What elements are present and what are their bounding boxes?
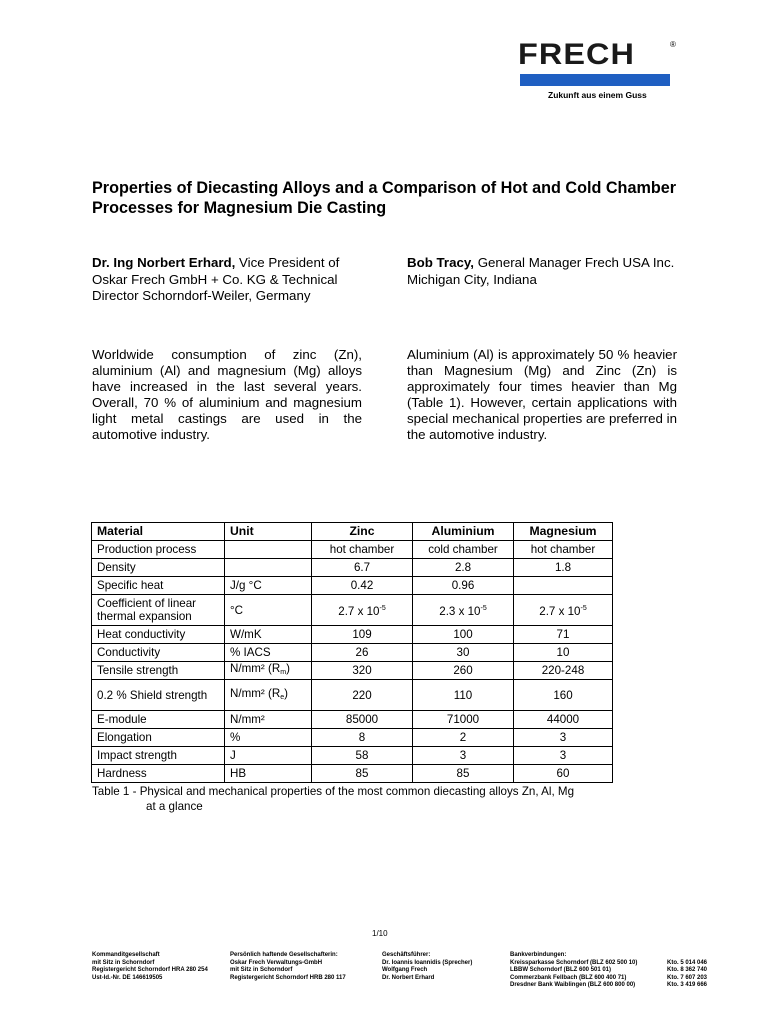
footer-line: Registergericht Schorndorf HRB 280 117 <box>230 974 346 981</box>
row-unit: % <box>225 729 312 747</box>
aluminium-value: 0.96 <box>413 577 514 595</box>
footer-line: Kto. 3 419 666 <box>667 982 708 988</box>
footer-accounts <box>667 952 707 990</box>
footer-line: Dresdner Bank Waiblingen (BLZ 600 800 00) <box>510 982 636 988</box>
aluminium-value: 100 <box>413 626 514 644</box>
unit-subscript: m <box>280 669 287 676</box>
row-label: 0.2 % Shield strength <box>92 680 225 711</box>
row-label: Coefficient of linear thermal expansion <box>92 595 225 626</box>
aluminium-value: 71000 <box>413 711 514 729</box>
footer-line: Kto. 5 014 046 <box>667 959 708 966</box>
header-aluminium: Aluminium <box>413 523 514 541</box>
row-label: Production process <box>92 541 225 559</box>
magnesium-value <box>514 595 613 626</box>
properties-table <box>91 522 613 783</box>
footer-line: Ust-Id.-Nr. DE 146619505 <box>92 974 163 981</box>
value-exponent: -5 <box>580 605 587 612</box>
aluminium-value: 85 <box>413 765 514 783</box>
magnesium-value: 10 <box>514 644 613 662</box>
value-exponent: -5 <box>379 605 386 612</box>
row-label: Hardness <box>92 765 225 783</box>
table-row <box>92 729 613 747</box>
footer-line: LBBW Schorndorf (BLZ 600 501 01) <box>510 967 612 973</box>
header-unit: Unit <box>225 523 312 541</box>
zinc-value: 85000 <box>312 711 413 729</box>
logo-blue-bar <box>520 74 670 86</box>
zinc-value: 85 <box>312 765 413 783</box>
unit-close: ) <box>286 662 290 675</box>
magnesium-value: 3 <box>514 729 613 747</box>
row-unit: HB <box>225 765 312 783</box>
table-row <box>92 680 613 711</box>
author-affiliation: Vice President of Oskar Frech GmbH + Co. KG & Technical Director Schorndorf-Weiler, Germany <box>92 255 340 303</box>
row-unit: % IACS <box>225 644 312 662</box>
row-unit: W/mK <box>225 626 312 644</box>
frech-logo <box>518 40 678 102</box>
zinc-value: 320 <box>312 662 413 680</box>
table-row <box>92 559 613 577</box>
row-label: Heat conductivity <box>92 626 225 644</box>
row-label: Specific heat <box>92 577 225 595</box>
aluminium-value: 2.8 <box>413 559 514 577</box>
row-label: Tensile strength <box>92 662 225 680</box>
row-unit: J/g °C <box>225 577 312 595</box>
intro-paragraph-left: Worldwide consumption of zinc (Zn), aluminium (Al) and magnesium (Mg) alloys have increased in the last several years. Overall, 70 % of aluminium and magnesium light metal castings are used in the automotive industry. <box>92 347 362 442</box>
magnesium-value: 60 <box>514 765 613 783</box>
table-row <box>92 595 613 626</box>
table-row <box>92 747 613 765</box>
page-number: 1/10 <box>372 929 388 938</box>
footer-line: Persönlich haftende Gesellschafterin: <box>230 952 338 958</box>
aluminium-value: 110 <box>413 680 514 711</box>
footer-line <box>667 952 707 960</box>
author-tracy <box>407 255 707 288</box>
row-unit <box>225 541 312 559</box>
unit-close: ) <box>284 686 289 700</box>
zinc-value: 6.7 <box>312 559 413 577</box>
document-title: Properties of Diecasting Alloys and a Comparison of Hot and Cold Chamber Processes for Magnesium Die Casting <box>92 179 677 217</box>
row-unit: N/mm² <box>225 711 312 729</box>
author-name: Bob Tracy, <box>407 255 474 270</box>
footer-line: Kreissparkasse Schorndorf (BLZ 602 500 10) <box>510 959 638 966</box>
registered-mark: ® <box>670 40 676 49</box>
table-row <box>92 765 613 783</box>
zinc-value <box>312 595 413 626</box>
footer-line: Registergericht Schorndorf HRA 280 254 <box>92 967 208 973</box>
caption-line-1: Table 1 - Physical and mechanical properties of the most common diecasting alloys Zn, Al, Mg <box>92 785 575 798</box>
row-unit: °C <box>225 595 312 626</box>
footer-partner-info <box>230 952 346 982</box>
aluminium-value: 3 <box>413 747 514 765</box>
row-label: Conductivity <box>92 644 225 662</box>
row-unit <box>225 559 312 577</box>
magnesium-value: 220-248 <box>514 662 613 680</box>
table-header-row <box>92 523 613 541</box>
table-row <box>92 711 613 729</box>
value-mantissa: 2.7 x 10 <box>338 605 380 618</box>
footer-line: Kto. 8 362 740 <box>667 967 708 973</box>
magnesium-value: hot chamber <box>514 541 613 559</box>
row-label: Impact strength <box>92 747 225 765</box>
aluminium-value: cold chamber <box>413 541 514 559</box>
zinc-value: 220 <box>312 680 413 711</box>
value-mantissa: 2.7 x 10 <box>539 605 581 618</box>
unit-text: N/mm² (R <box>230 686 281 700</box>
zinc-value: 58 <box>312 747 413 765</box>
zinc-value: 8 <box>312 729 413 747</box>
magnesium-value: 160 <box>514 680 613 711</box>
zinc-value: 0.42 <box>312 577 413 595</box>
footer-line: mit Sitz in Schorndorf <box>92 959 155 966</box>
magnesium-value: 44000 <box>514 711 613 729</box>
header-zinc: Zinc <box>312 523 413 541</box>
row-unit <box>225 662 312 680</box>
aluminium-value: 2 <box>413 729 514 747</box>
magnesium-value: 71 <box>514 626 613 644</box>
footer-line: Kommanditgesellschaft <box>92 952 160 958</box>
caption-line-2: at a glance <box>146 800 203 813</box>
value-mantissa: 2.3 x 10 <box>439 605 481 618</box>
aluminium-value: 260 <box>413 662 514 680</box>
row-unit: J <box>225 747 312 765</box>
header-material: Material <box>92 523 225 541</box>
table-caption <box>92 784 652 814</box>
footer-line: Oskar Frech Verwaltungs-GmbH <box>230 959 323 966</box>
table-row <box>92 541 613 559</box>
footer-line: Bankverbindungen: <box>510 952 567 958</box>
author-erhard <box>92 255 372 305</box>
magnesium-value: 3 <box>514 747 613 765</box>
footer-line: Geschäftsführer: <box>382 952 431 958</box>
footer-line: Dr. Norbert Erhard <box>382 974 435 981</box>
aluminium-value <box>413 595 514 626</box>
header-magnesium: Magnesium <box>514 523 613 541</box>
footer-banks <box>510 952 637 990</box>
row-unit <box>225 680 312 711</box>
value-exponent: -5 <box>480 605 487 612</box>
footer-line: Dr. Ioannis Ioannidis (Sprecher) <box>382 959 473 966</box>
intro-paragraph-right: Aluminium (Al) is approximately 50 % heavier than Magnesium (Mg) and Zinc (Zn) is approximately four times heavier than Mg (Table 1). However, certain applications with special mechanical properties are preferred in the automotive industry. <box>407 347 677 442</box>
author-name: Dr. Ing Norbert Erhard, <box>92 255 236 270</box>
table-row <box>92 626 613 644</box>
author-affiliation: General Manager Frech USA Inc. Michigan City, Indiana <box>407 255 675 287</box>
footer-line: Wolfgang Frech <box>382 967 428 973</box>
logo-wordmark: FRECH <box>518 38 636 71</box>
unit-subscript: e <box>280 693 285 701</box>
footer-line: mit Sitz in Schorndorf <box>230 967 293 973</box>
footer-management <box>382 952 472 982</box>
aluminium-value: 30 <box>413 644 514 662</box>
table-row <box>92 644 613 662</box>
row-label: Elongation <box>92 729 225 747</box>
footer-line: Kto. 7 607 203 <box>667 974 708 981</box>
magnesium-value <box>514 577 613 595</box>
footer-line: Commerzbank Fellbach (BLZ 600 400 71) <box>510 974 627 981</box>
logo-tagline: Zukunft aus einem Guss <box>548 90 647 100</box>
table-row <box>92 662 613 680</box>
magnesium-value: 1.8 <box>514 559 613 577</box>
footer-company-info <box>92 952 208 982</box>
unit-text: N/mm² (R <box>230 662 281 675</box>
row-label: E-module <box>92 711 225 729</box>
row-label: Density <box>92 559 225 577</box>
zinc-value: 109 <box>312 626 413 644</box>
table-row <box>92 577 613 595</box>
zinc-value: 26 <box>312 644 413 662</box>
zinc-value: hot chamber <box>312 541 413 559</box>
